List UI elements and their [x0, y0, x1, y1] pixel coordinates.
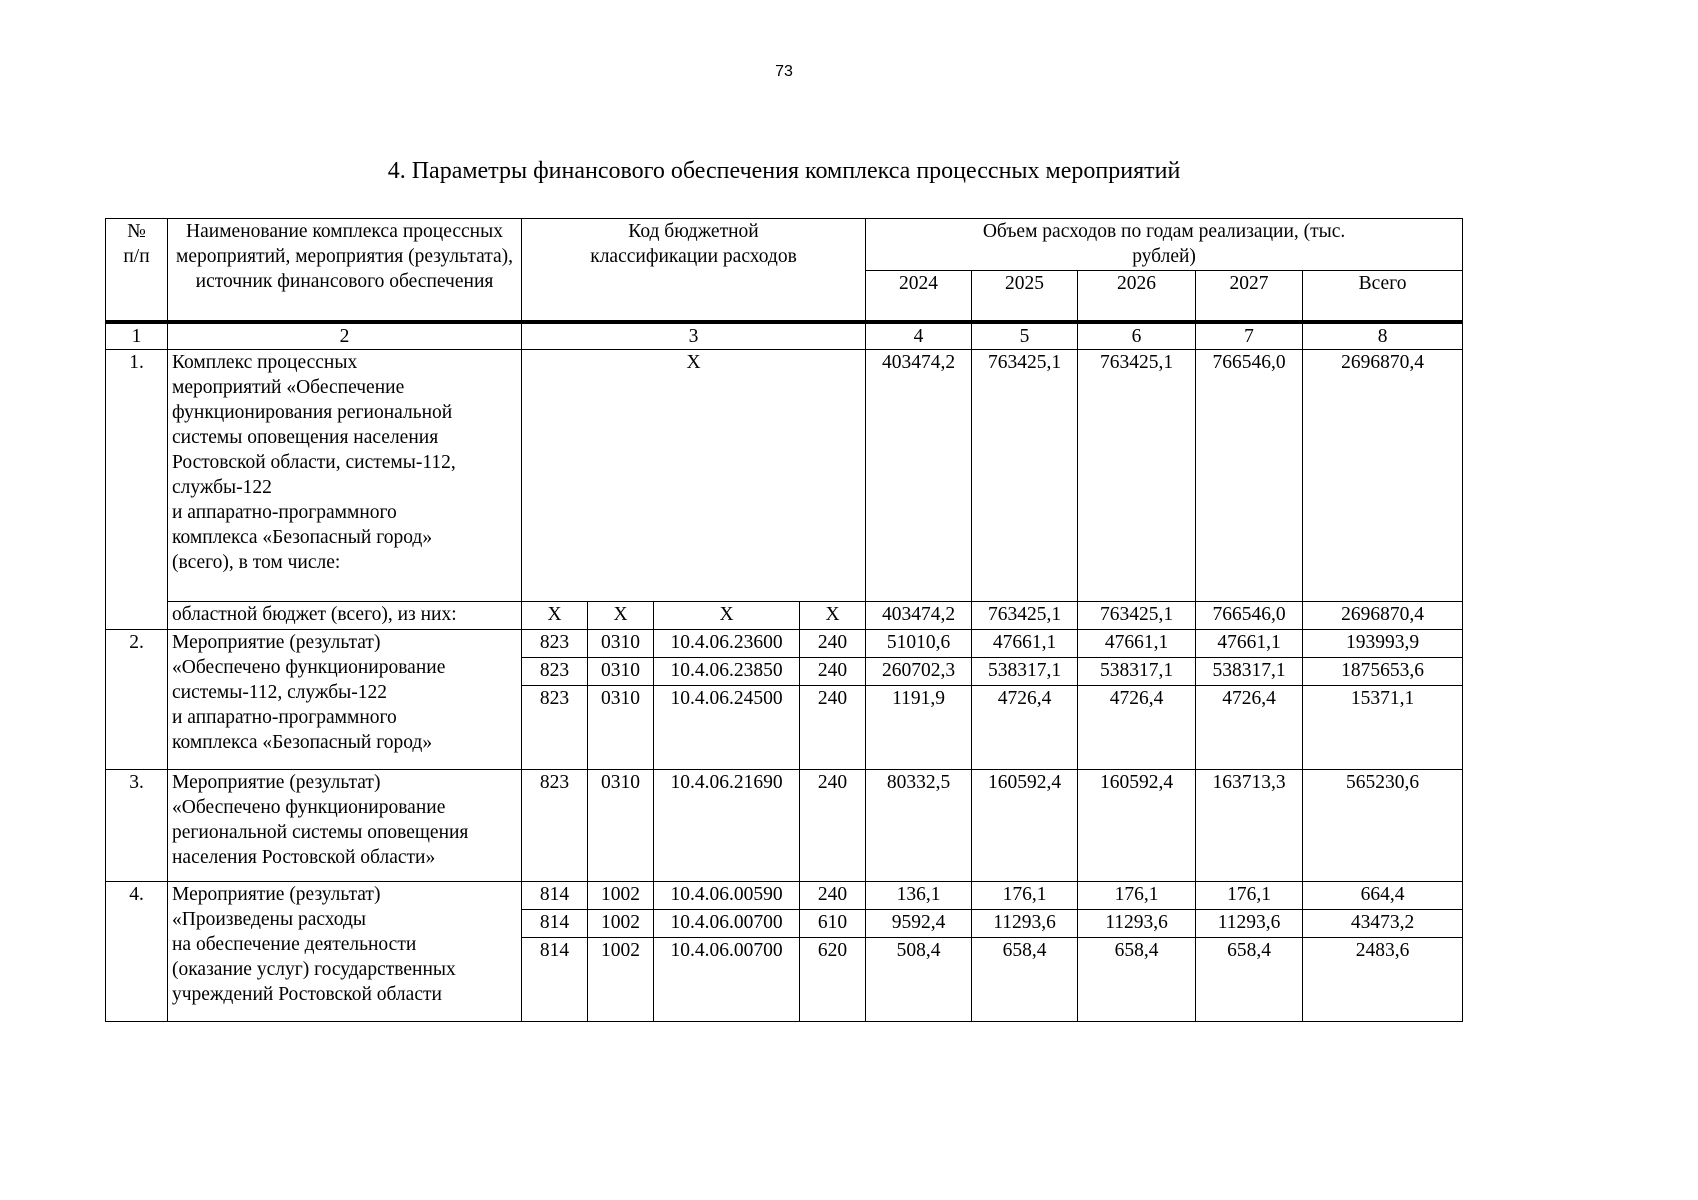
col-number: 3: [522, 322, 866, 350]
row-code: 240: [800, 630, 866, 658]
row-value: 176,1: [1196, 882, 1303, 910]
row-value: 508,4: [866, 938, 972, 1022]
row-value: 260702,3: [866, 658, 972, 686]
row-value: 11293,6: [1196, 910, 1303, 938]
table-row: [106, 882, 1463, 910]
row-value: 403474,2: [866, 350, 972, 602]
row-number: 1.: [106, 350, 168, 630]
row-value: 763425,1: [972, 602, 1078, 630]
row-value: 763425,1: [1078, 602, 1196, 630]
row-code: 814: [522, 910, 588, 938]
row-total: 1875653,6: [1303, 658, 1463, 686]
financial-table: [105, 218, 1463, 1022]
row-value: 766546,0: [1196, 350, 1303, 602]
row-subname: областной бюджет (всего), из них:: [168, 602, 522, 630]
header-code: Код бюджетной классификации расходов: [522, 219, 866, 322]
row-value: 538317,1: [972, 658, 1078, 686]
row-code: 0310: [588, 770, 654, 882]
row-code: 823: [522, 658, 588, 686]
row-value: 160592,4: [972, 770, 1078, 882]
row-code: 10.4.06.00700: [654, 938, 800, 1022]
row-code: Х: [522, 602, 588, 630]
section-title: 4. Параметры финансового обеспечения комплекса процессных мероприятий: [387, 158, 1181, 184]
row-value: 4726,4: [1196, 686, 1303, 770]
row-code: 0310: [588, 686, 654, 770]
row-total: 193993,9: [1303, 630, 1463, 658]
row-code: 240: [800, 658, 866, 686]
row-number: 4.: [106, 882, 168, 1022]
row-value: 176,1: [1078, 882, 1196, 910]
row-value: 763425,1: [972, 350, 1078, 602]
header-total: Всего: [1303, 271, 1463, 322]
header-num: № п/п: [106, 219, 168, 322]
row-total: 15371,1: [1303, 686, 1463, 770]
row-code: 240: [800, 882, 866, 910]
table-row: [106, 770, 1463, 882]
row-code: 1002: [588, 910, 654, 938]
row-total: 43473,2: [1303, 910, 1463, 938]
row-value: 11293,6: [972, 910, 1078, 938]
row-code: 1002: [588, 882, 654, 910]
row-code: 10.4.06.00590: [654, 882, 800, 910]
header-year: 2025: [972, 271, 1078, 322]
row-code: 1002: [588, 938, 654, 1022]
row-name: Комплекс процессных мероприятий «Обеспечение функционирования региональной системы оповещения населения Ростовской области, системы-112, службы-122 и аппаратно-программного комплекса «Безопасный город» (всего), в том числе:: [168, 350, 522, 602]
row-code: Х: [654, 602, 800, 630]
row-name: Мероприятие (результат) «Обеспечено функционирование региональной системы оповещения населения Ростовской области»: [168, 770, 522, 882]
row-value: 403474,2: [866, 602, 972, 630]
row-value: 47661,1: [972, 630, 1078, 658]
row-total: 2696870,4: [1303, 350, 1463, 602]
row-value: 160592,4: [1078, 770, 1196, 882]
header-year: 2026: [1078, 271, 1196, 322]
header-volume: Объем расходов по годам реализации, (тыс. рублей): [866, 219, 1463, 271]
col-number: 1: [106, 322, 168, 350]
table-row: [106, 630, 1463, 658]
row-value: 51010,6: [866, 630, 972, 658]
row-value: 11293,6: [1078, 910, 1196, 938]
row-value: 766546,0: [1196, 602, 1303, 630]
row-code: 10.4.06.00700: [654, 910, 800, 938]
row-value: 80332,5: [866, 770, 972, 882]
row-name: Мероприятие (результат) «Обеспечено функционирование системы-112, службы-122 и аппаратно-программного комплекса «Безопасный город»: [168, 630, 522, 770]
row-code: 823: [522, 630, 588, 658]
row-code: 823: [522, 686, 588, 770]
row-value: 658,4: [972, 938, 1078, 1022]
row-code: Х: [522, 350, 866, 602]
row-code: 814: [522, 938, 588, 1022]
col-number: 5: [972, 322, 1078, 350]
col-number: 2: [168, 322, 522, 350]
row-code: 10.4.06.24500: [654, 686, 800, 770]
row-number: 3.: [106, 770, 168, 882]
row-code: 10.4.06.23850: [654, 658, 800, 686]
row-value: 9592,4: [866, 910, 972, 938]
header-year: 2024: [866, 271, 972, 322]
row-code: 610: [800, 910, 866, 938]
row-total: 664,4: [1303, 882, 1463, 910]
row-total: 2696870,4: [1303, 602, 1463, 630]
row-value: 176,1: [972, 882, 1078, 910]
row-total: 565230,6: [1303, 770, 1463, 882]
row-value: 538317,1: [1196, 658, 1303, 686]
col-number: 6: [1078, 322, 1196, 350]
row-code: 10.4.06.23600: [654, 630, 800, 658]
row-code: 823: [522, 770, 588, 882]
row-code: 0310: [588, 630, 654, 658]
row-code: 240: [800, 686, 866, 770]
header-name: Наименование комплекса процессных мероприятий, мероприятия (результата), источник финансового обеспечения: [168, 219, 522, 322]
row-name: Мероприятие (результат) «Произведены расходы на обеспечение деятельности (оказание услуг) государственных учреждений Ростовской области: [168, 882, 522, 1022]
col-number: 4: [866, 322, 972, 350]
col-number: 7: [1196, 322, 1303, 350]
row-value: 136,1: [866, 882, 972, 910]
row-code: 620: [800, 938, 866, 1022]
row-code: Х: [800, 602, 866, 630]
row-code: Х: [588, 602, 654, 630]
page-number: 73: [775, 63, 793, 80]
row-number: 2.: [106, 630, 168, 770]
row-value: 4726,4: [972, 686, 1078, 770]
row-value: 163713,3: [1196, 770, 1303, 882]
row-value: 47661,1: [1078, 630, 1196, 658]
header-year: 2027: [1196, 271, 1303, 322]
row-value: 658,4: [1196, 938, 1303, 1022]
row-code: 240: [800, 770, 866, 882]
row-value: 4726,4: [1078, 686, 1196, 770]
row-value: 1191,9: [866, 686, 972, 770]
col-number: 8: [1303, 322, 1463, 350]
row-code: 0310: [588, 658, 654, 686]
row-value: 658,4: [1078, 938, 1196, 1022]
row-total: 2483,6: [1303, 938, 1463, 1022]
row-value: 538317,1: [1078, 658, 1196, 686]
row-value: 763425,1: [1078, 350, 1196, 602]
row-code: 10.4.06.21690: [654, 770, 800, 882]
table-row: [106, 350, 1463, 602]
row-code: 814: [522, 882, 588, 910]
table-row: [106, 602, 1463, 630]
row-value: 47661,1: [1196, 630, 1303, 658]
